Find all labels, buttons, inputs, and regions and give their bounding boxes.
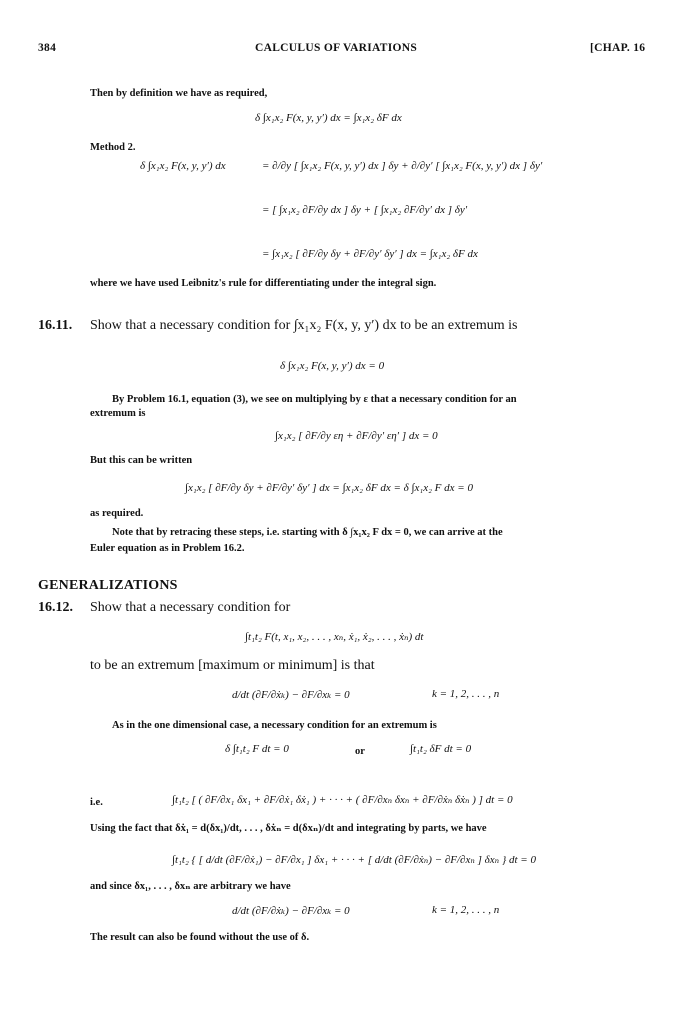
text-line: Euler equation as in Problem 16.2. — [90, 543, 245, 554]
equation: = ∫x₁x₂ [ ∂F/∂y δy + ∂F/∂y′ δy′ ] dx = ∫x₁x₂ δF dx — [262, 248, 478, 260]
text-line: The result can also be found without the use of δ. — [90, 932, 310, 943]
equation: δ ∫x₁x₂ F(x, y, y′) dx = 0 — [280, 360, 385, 372]
text-line: or — [355, 746, 365, 757]
problem-number: 16.11. — [38, 318, 73, 333]
method-label: Method 2. — [90, 142, 136, 153]
equation: ∫t₁t₂ δF dt = 0 — [410, 743, 472, 755]
equation: ∫t₁t₂ F(t, x₁, x₂, . . . , xₙ, ẋ₁, ẋ₂, . . . , ẋₙ) dt — [245, 631, 424, 643]
equation: ∫t₁t₂ [ ( ∂F/∂x₁ δx₁ + ∂F/∂ẋ₁ δẋ₁ ) + · · · + ( ∂F/∂xₙ δxₙ + ∂F/∂ẋₙ δẋₙ ) ] dt = 0 — [172, 794, 513, 806]
equation: ∫x₁x₂ [ ∂F/∂y εη + ∂F/∂y′ εη′ ] dx = 0 — [275, 430, 438, 442]
text-line: By Problem 16.1, equation (3), we see on multiplying by ε that a necessary condition for an — [112, 394, 517, 405]
page-number: 384 — [38, 42, 57, 54]
running-title: CALCULUS OF VARIATIONS — [255, 42, 418, 54]
text-line: and since δx₁, . . . , δxₙ are arbitrary we have — [90, 881, 291, 892]
equation: = [ ∫x₁x₂ ∂F/∂y dx ] δy + [ ∫x₁x₂ ∂F/∂y′ dx ] δy′ — [262, 204, 468, 216]
equation: ∫x₁x₂ [ ∂F/∂y δy + ∂F/∂y′ δy′ ] dx = ∫x₁x₂ δF dx = δ ∫x₁x₂ F dx = 0 — [185, 482, 473, 494]
equation-index: k = 1, 2, . . . , n — [432, 904, 500, 916]
text-line: extremum is — [90, 408, 146, 419]
text-line: to be an extremum [maximum or minimum] is that — [90, 658, 375, 673]
section-heading: GENERALIZATIONS — [38, 578, 178, 593]
problem-statement: Show that a necessary condition for ∫x₁x₂ F(x, y, y′) dx to be an extremum is — [90, 318, 518, 333]
text-line: as required. — [90, 508, 144, 519]
equation: = ∂/∂y [ ∫x₁x₂ F(x, y, y′) dx ] δy + ∂/∂y′ [ ∫x₁x₂ F(x, y, y′) dx ] δy′ — [262, 160, 543, 172]
equation: δ ∫t₁t₂ F dt = 0 — [225, 743, 289, 755]
text-line: As in the one dimensional case, a necessary condition for an extremum is — [112, 720, 437, 731]
equation-index: k = 1, 2, . . . , n — [432, 688, 500, 700]
text-line: where we have used Leibnitz's rule for differentiating under the integral sign. — [90, 278, 437, 289]
text-line: But this can be written — [90, 455, 193, 466]
text-line: Note that by retracing these steps, i.e. starting with δ ∫x₁x₂ F dx = 0, we can arrive at the — [112, 527, 503, 538]
equation: ∫t₁t₂ { [ d/dt (∂F/∂ẋ₁) − ∂F/∂x₁ ] δx₁ + · · · + [ d/dt (∂F/∂ẋₙ) − ∂F/∂xₙ ] δxₙ } dt = 0 — [172, 854, 536, 866]
equation: d/dt (∂F/∂ẋₖ) − ∂F/∂xₖ = 0 — [232, 905, 350, 917]
chapter-label: [CHAP. 16 — [590, 42, 646, 54]
text-line: Then by definition we have as required, — [90, 88, 268, 99]
equation: δ ∫x₁x₂ F(x, y, y′) dx = ∫x₁x₂ δF dx — [255, 112, 402, 124]
text-line: i.e. — [90, 797, 103, 808]
equation: d/dt (∂F/∂ẋₖ) − ∂F/∂xₖ = 0 — [232, 689, 350, 701]
problem-number: 16.12. — [38, 600, 73, 615]
equation: δ ∫x₁x₂ F(x, y, y′) dx — [140, 160, 226, 172]
problem-statement: Show that a necessary condition for — [90, 600, 291, 615]
text-line: Using the fact that δẋ₁ = d(δx₁)/dt, . . . , δẋₙ = d(δxₙ)/dt and integrating by parts, we have — [90, 823, 487, 834]
